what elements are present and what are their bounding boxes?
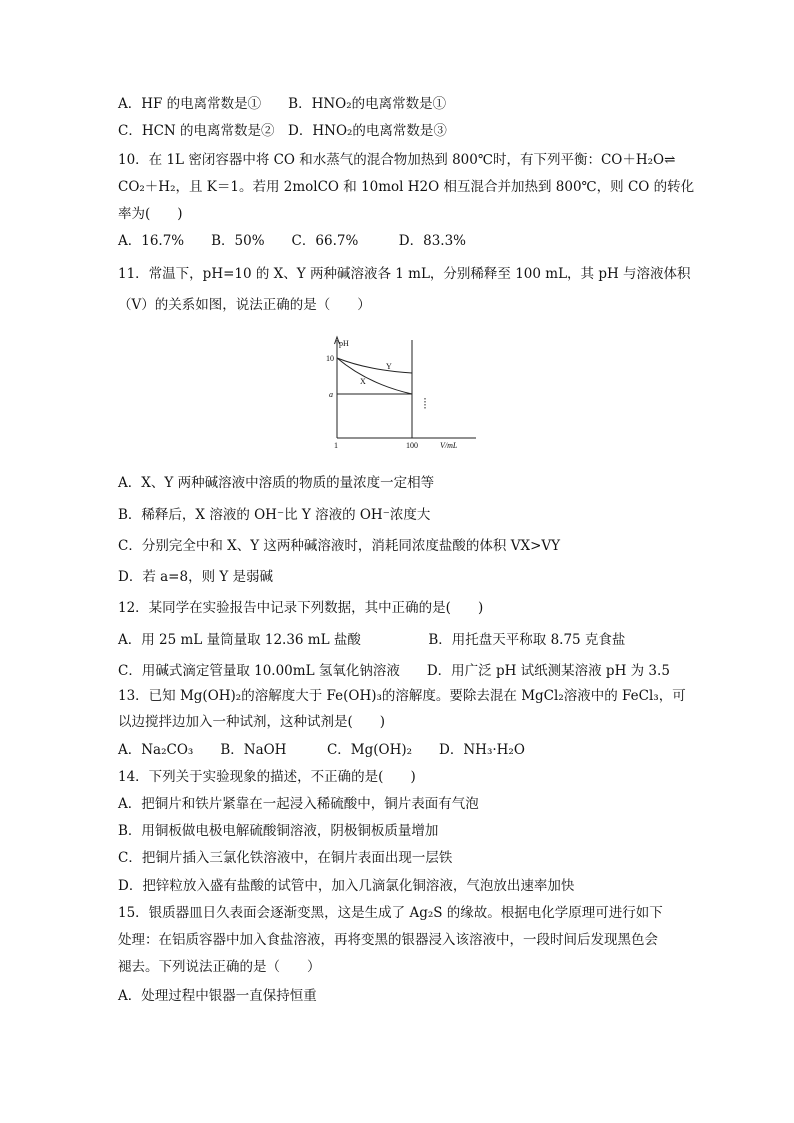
text-line-19: 14．下列关于实验现象的描述，不正确的是( ) — [118, 769, 416, 785]
text-line-7: 11．常温下，pH=10 的 X、Y 两种碱溶液各 1 mL，分别稀释至 100 mL，其 pH 与溶液体积 — [118, 266, 691, 282]
curve-x — [337, 358, 412, 394]
text-line-24: 15．银质器皿日久表面会逐渐变黑，这是生成了 Ag₂S 的缘故。根据电化学原理可进行如下 — [118, 905, 663, 921]
x-tick-100: 100 — [406, 441, 418, 450]
text-line-2: C．HCN 的电离常数是② D．HNO₂的电离常数是③ — [118, 123, 447, 139]
curve-y-label: Y — [386, 362, 392, 371]
text-line-17: 以边搅拌边加入一种试剂，这种试剂是( ) — [118, 714, 386, 730]
text-line-4: CO₂＋H₂，且 K＝1。若用 2molCO 和 10mol H2O 相互混合并加热到 800℃，则 CO 的转化 — [118, 179, 695, 195]
text-line-16: 13．已知 Mg(OH)₂的溶解度大于 Fe(OH)₃的溶解度。要除去混在 MgCl₂溶液中的 FeCl₃，可 — [118, 688, 686, 704]
text-line-26: 褪去。下列说法正确的是（ ） — [118, 959, 321, 975]
text-line-15: C．用碱式滴定管量取 10.00mL 氢氧化钠溶液 D．用广泛 pH 试纸测某溶液 pH 为 3.5 — [118, 663, 670, 679]
text-line-13: 12．某同学在实验报告中记录下列数据，其中正确的是( ) — [118, 600, 484, 616]
text-line-9: A．X、Y 两种碱溶液中溶质的物质的量浓度一定相等 — [118, 475, 435, 491]
y-tick-10: 10 — [326, 354, 334, 363]
text-line-14: A．用 25 mL 量筒量取 12.36 mL 盐酸 B．用托盘天平称取 8.75 克食盐 — [118, 632, 626, 648]
x-axis-label: V/mL — [440, 441, 458, 450]
text-line-12: D．若 a=8，则 Y 是弱碱 — [118, 569, 274, 585]
x-tick-1: 1 — [334, 441, 338, 450]
text-line-27: A．处理过程中银器一直保持恒重 — [118, 988, 317, 1004]
text-line-1: A．HF 的电离常数是① B．HNO₂的电离常数是① — [118, 96, 447, 112]
curve-y — [337, 358, 412, 373]
y-tick-a: a — [329, 390, 333, 399]
text-line-23: D．把锌粒放入盛有盐酸的试管中，加入几滴氯化铜溶液，气泡放出速率加快 — [118, 878, 575, 894]
y-axis-label: pH — [339, 339, 349, 348]
text-line-10: B．稀释后，X 溶液的 OH⁻比 Y 溶液的 OH⁻浓度大 — [118, 507, 431, 523]
text-line-25: 处理：在铝质容器中加入食盐溶液，再将变黑的银器浸入该溶液中，一段时间后发现黑色会 — [118, 932, 658, 948]
text-line-8: （V）的关系如图，说法正确的是（ ） — [118, 297, 371, 313]
text-line-21: B．用铜板做电极电解硫酸铜溶液，阴极铜板质量增加 — [118, 823, 439, 839]
text-line-3: 10．在 1L 密闭容器中将 CO 和水蒸气的混合物加热到 800℃时，有下列平衡：CO＋H₂O⇌ — [118, 152, 676, 168]
curve-x-label: X — [360, 377, 366, 386]
text-line-20: A．把铜片和铁片紧靠在一起浸入稀硫酸中，铜片表面有气泡 — [118, 796, 479, 812]
text-line-22: C．把铜片插入三氯化铁溶液中，在铜片表面出现一层铁 — [118, 850, 453, 866]
text-line-11: C．分别完全中和 X、Y 这两种碱溶液时，消耗同浓度盐酸的体积 VX>VY — [118, 538, 561, 554]
ph-dilution-graph — [326, 332, 486, 454]
text-line-6: A．16.7% B．50% C．66.7% D．83.3% — [118, 233, 466, 249]
text-line-5: 率为( ) — [118, 206, 183, 222]
text-line-18: A．Na₂CO₃ B．NaOH C．Mg(OH)₂ D．NH₃·H₂O — [118, 742, 525, 758]
